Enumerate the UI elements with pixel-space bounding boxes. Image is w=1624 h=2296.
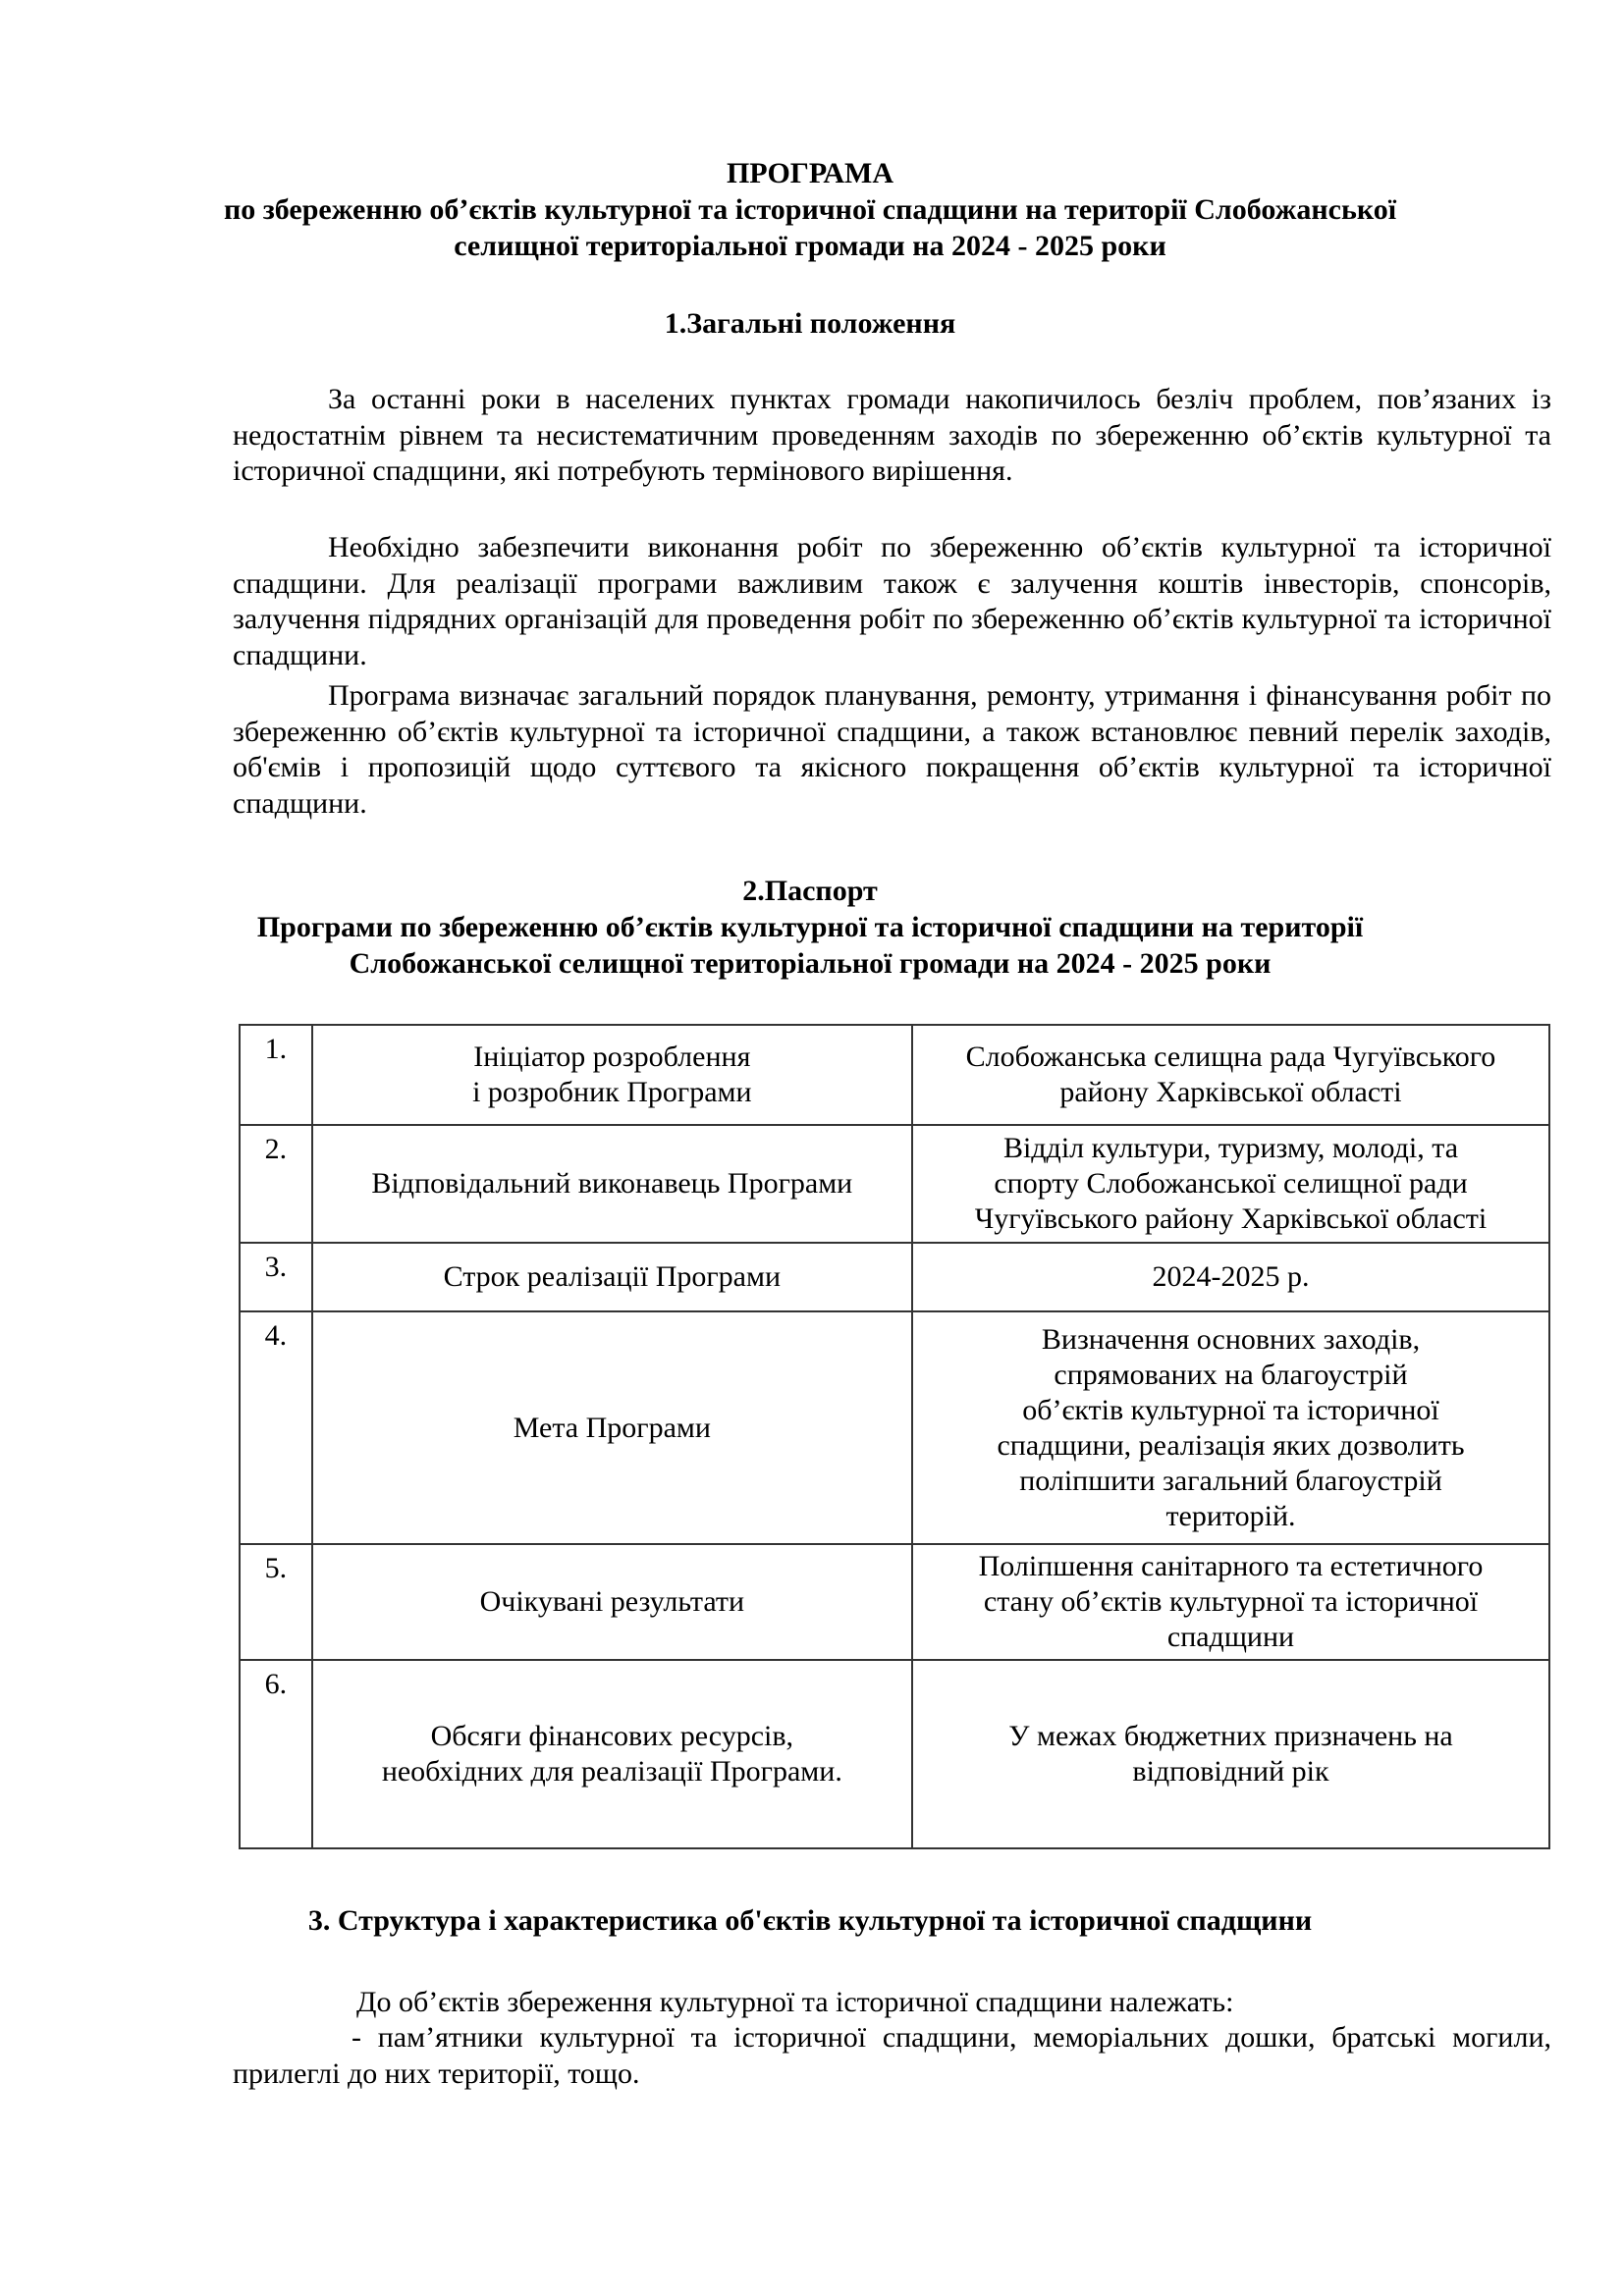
passport-label-line: необхідних для реалізації Програми. xyxy=(381,1755,842,1788)
passport-row-number: 4. xyxy=(240,1311,312,1544)
passport-value-line: району Харківської області xyxy=(1059,1076,1402,1108)
passport-label-line: Ініціатор розроблення xyxy=(473,1041,751,1073)
passport-label-line: Строк реалізації Програми xyxy=(443,1260,782,1293)
passport-row-number: 1. xyxy=(240,1025,312,1125)
passport-row-number: 3. xyxy=(240,1243,312,1311)
passport-value-line: 2024-2025 р. xyxy=(1152,1260,1310,1293)
passport-value-line: відповідний рік xyxy=(1132,1755,1329,1788)
passport-value-line: об’єктів культурної та історичної xyxy=(1022,1393,1439,1426)
passport-row-label xyxy=(312,1125,912,1243)
passport-label-line: Мета Програми xyxy=(513,1411,711,1444)
passport-value-line: спорту Слобожанської селищної ради xyxy=(994,1167,1468,1200)
section3-list-item: - пам’ятники культурної та історичної спадщини, меморіальних дошки, братські могили, прилеглі до них території, тощо. xyxy=(233,2021,1551,2090)
section1-heading: 1.Загальні положення xyxy=(664,307,956,340)
document-title xyxy=(196,155,1424,264)
passport-value-line: стану об’єктів культурної та історичної xyxy=(983,1585,1479,1618)
title-line-3: селищної територіальної громади на 2024 - 2025 роки xyxy=(454,230,1166,262)
passport-value-line: спадщини, реалізація яких дозволить xyxy=(997,1428,1465,1462)
passport-value-line: Визначення основних заходів, xyxy=(1041,1322,1421,1356)
passport-value-line: спадщини xyxy=(1166,1621,1295,1653)
passport-row xyxy=(240,1243,1549,1311)
section2-subheading-2: Слобожанської селищної територіальної громади на 2024 - 2025 роки xyxy=(349,947,1272,980)
section1-paragraph-1: За останні роки в населених пунктах громади накопичилось безліч проблем, пов’язаних із недостатнім рівнем та несистематичним проведенням заходів по збереженню об’єктів культурної та історичної спадщини, які потребують термінового вирішення. xyxy=(233,383,1551,487)
passport-row-value xyxy=(912,1660,1549,1848)
title-line-1: ПРОГРАМА xyxy=(726,157,894,189)
passport-row-value xyxy=(912,1243,1549,1311)
passport-row xyxy=(240,1311,1549,1544)
section2-title: 2.Паспорт xyxy=(742,875,878,907)
passport-label-line: і розробник Програми xyxy=(472,1076,752,1108)
passport-value-line: поліпшити загальний благоустрій xyxy=(1019,1464,1442,1497)
passport-row-label xyxy=(312,1025,912,1125)
passport-row-number: 6. xyxy=(240,1660,312,1848)
passport-row xyxy=(240,1125,1549,1243)
passport-value-line: У межах бюджетних призначень на xyxy=(1008,1720,1453,1752)
passport-value-line: територій. xyxy=(1165,1499,1296,1532)
passport-row xyxy=(240,1660,1549,1848)
passport-row-label xyxy=(312,1544,912,1660)
passport-table xyxy=(239,1024,1550,1849)
passport-row-value xyxy=(912,1311,1549,1544)
passport-row-value xyxy=(912,1544,1549,1660)
passport-row xyxy=(240,1025,1549,1125)
passport-value-line: Чугуївського району Харківської області xyxy=(974,1202,1488,1235)
section1-paragraph-3: Програма визначає загальний порядок планування, ремонту, утримання і фінансування робіт по збереженню об’єктів культурної та історичної спадщини, а також встановлює певний перелік заходів, об'ємів і пропозицій щодо суттєвого та якісного покращення об’єктів культурної та історичної спадщини. xyxy=(233,679,1551,820)
passport-row-label xyxy=(312,1243,912,1311)
section3-heading: 3. Структура і характеристика об'єктів культурної та історичної спадщини xyxy=(307,1904,1313,1937)
passport-row xyxy=(240,1544,1549,1660)
section3-intro: До об’єктів збереження культурної та історичної спадщини належать: xyxy=(356,1986,1234,2018)
passport-value-line: Слобожанська селищна рада Чугуївського xyxy=(965,1041,1496,1073)
passport-label-line: Відповідальний виконавець Програми xyxy=(371,1167,853,1200)
passport-row-number: 5. xyxy=(240,1544,312,1660)
section2-subheading-1: Програми по збереженню об’єктів культурної та історичної спадщини на території xyxy=(256,911,1364,943)
passport-value-line: Відділ культури, туризму, молоді, та xyxy=(1002,1132,1459,1164)
passport-label-line: Обсяги фінансових ресурсів, xyxy=(430,1720,794,1752)
passport-row-value xyxy=(912,1125,1549,1243)
passport-row-label xyxy=(312,1311,912,1544)
section2-heading xyxy=(196,873,1424,982)
passport-row-label xyxy=(312,1660,912,1848)
passport-value-line: Поліпшення санітарного та естетичного xyxy=(978,1550,1484,1582)
section1-paragraph-2: Необхідно забезпечити виконання робіт по збереженню об’єктів культурної та історичної спадщини. Для реалізації програми важливим також є залучення коштів інвесторів, спонсорів, залучення підрядних організацій для проведення робіт по збереженню об’єктів культурної та історичної спадщини. xyxy=(233,531,1551,671)
passport-row-number: 2. xyxy=(240,1125,312,1243)
passport-label-line: Очікувані результати xyxy=(479,1585,745,1618)
passport-value-line: спрямованих на благоустрій xyxy=(1054,1358,1408,1391)
title-line-2: по збереженню об’єктів культурної та історичної спадщини на території Слобожанської xyxy=(223,193,1397,226)
passport-row-value xyxy=(912,1025,1549,1125)
